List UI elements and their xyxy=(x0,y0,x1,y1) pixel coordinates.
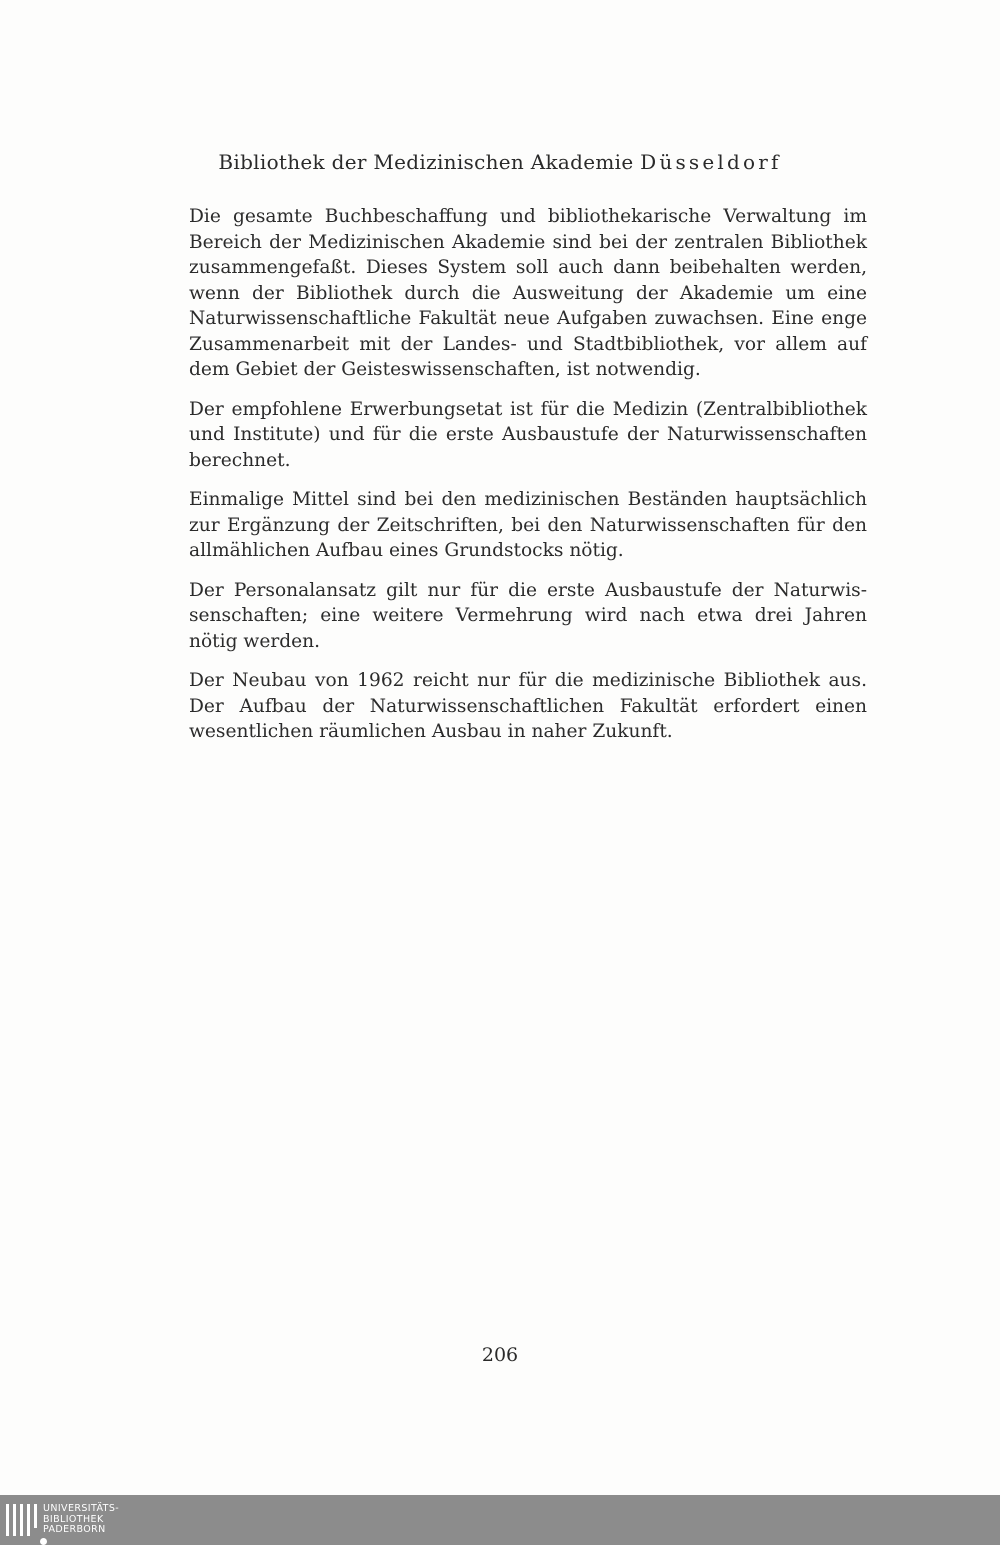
title-main: Bibliothek der Medizinischen Akademie xyxy=(218,150,634,174)
logo-dot-icon xyxy=(40,1538,47,1545)
paragraph: Der Personalansatz gilt nur für die erste Ausbaustufe der Naturwissenschaften; eine weitere Vermehrung wird nach etwa drei Jahren nötig werden. xyxy=(189,579,867,652)
logo-text xyxy=(43,1504,119,1536)
paragraph: Der empfohlene Erwerbungsetat ist für die Medizin (Zentralbibliothek und Institute) und für die erste Ausbaustufe der Naturwissenschaften berechnet. xyxy=(189,398,867,471)
page-title xyxy=(0,150,1000,174)
body-text xyxy=(189,204,867,759)
title-city: Düsseldorf xyxy=(640,150,782,174)
university-library-logo-icon xyxy=(6,1504,37,1536)
paragraph: Einmalige Mittel sind bei den medizinischen Beständen hauptsächlich zur Ergänzung der Zeitschriften, bei den Naturwissenschaften für den allmählichen Aufbau eines Grundstocks nötig. xyxy=(189,489,867,561)
paragraph: Die gesamte Buchbeschaffung und bibliothekarische Verwaltung im Bereich der Medizinischen Akademie sind bei der zentralen Bibliothek zusammengefaßt. Dieses System soll auch dann beibehalten werden, wenn der Bibliothek durch die Ausweitung der Akademie um eine Naturwissenschaftliche Fakultät neue Aufgaben zuwachsen. Eine enge Zusammenarbeit mit der Landes- und Stadtbibliothek, vor allem auf dem Gebiet der Geisteswissenschaften, ist notwendig. xyxy=(189,206,867,380)
page-number: 206 xyxy=(481,1344,519,1366)
footer-bar xyxy=(0,1495,1000,1545)
logo-line: PADERBORN xyxy=(43,1524,106,1536)
logo-line: UNIVERSITÄTS- xyxy=(43,1503,120,1515)
logo-line: BIBLIOTHEK xyxy=(43,1513,104,1525)
library-logo xyxy=(6,1496,119,1544)
paragraph: Der Neubau von 1962 reicht nur für die medizinische Bibliothek aus. Der Aufbau der Naturwissenschaftlichen Fakultät erfordert einen wesentlichen räumlichen Ausbau in naher Zukunft. xyxy=(189,670,867,742)
